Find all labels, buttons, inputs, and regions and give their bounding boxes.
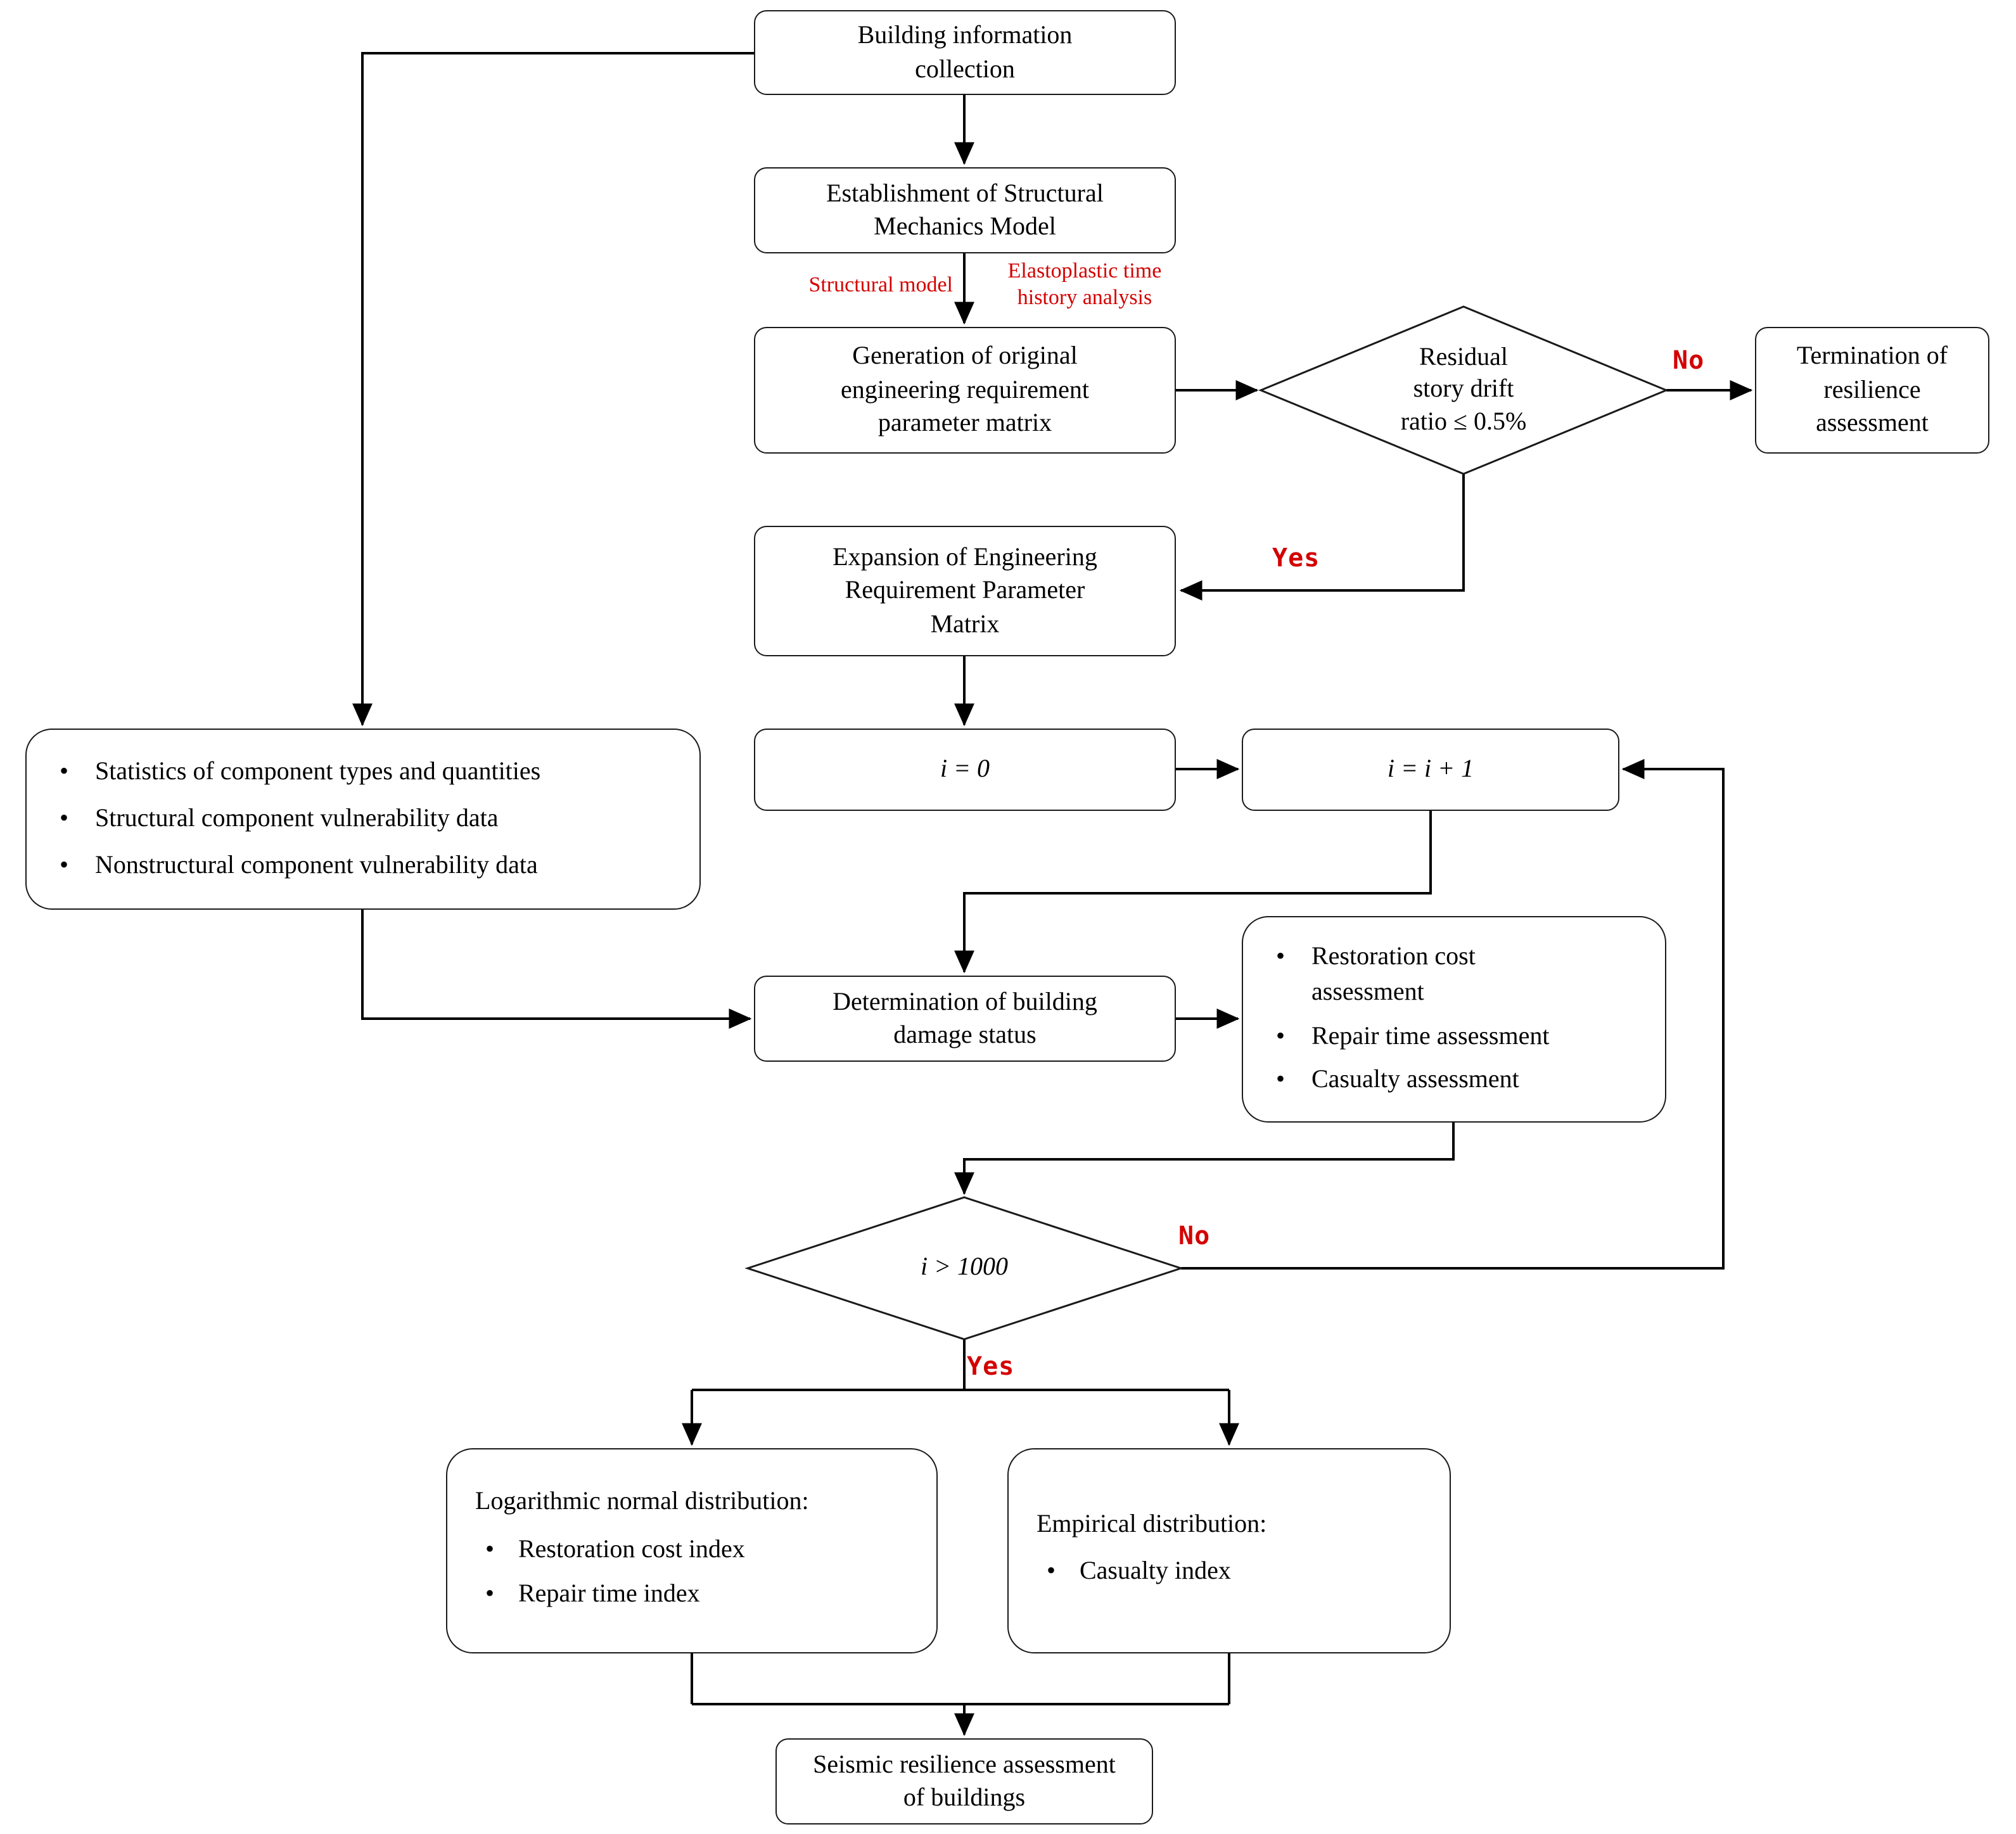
connector-info-to-components xyxy=(362,53,754,725)
node-assessments xyxy=(1242,916,1666,1123)
node-generation-parameter-matrix-label: Generation of original engineering requirement parameter matrix xyxy=(840,342,1090,438)
node-damage-status-label: Determination of building damage status xyxy=(833,988,1097,1049)
edge-label-elastoplastic: Elastoplastic time history analysis xyxy=(1007,258,1162,310)
edge-label-residual-no: No xyxy=(1673,345,1705,375)
connector-residual-yes-expansion xyxy=(1181,474,1464,590)
empirical-list xyxy=(1037,1550,1434,1594)
node-termination-label: Termination of resilience assessment xyxy=(1796,342,1948,438)
node-expansion-parameter-matrix-label: Expansion of Engineering Requirement Parameter Matrix xyxy=(833,543,1097,639)
node-seismic-assessment-label: Seismic resilience assessment of buildings xyxy=(813,1750,1116,1812)
node-empirical-distribution xyxy=(1007,1448,1451,1653)
component-data-item: • Structural component vulnerability data xyxy=(44,796,687,843)
edge-label-iteration-no: No xyxy=(1178,1220,1211,1251)
assessment-item: • Repair time assessment xyxy=(1261,1019,1665,1054)
component-data-item: • Nonstructural component vulnerability data xyxy=(44,843,687,889)
assessment-item: • Casualty assessment xyxy=(1261,1063,1665,1098)
lognormal-list xyxy=(475,1527,921,1616)
node-i-increment-label: i = i + 1 xyxy=(1387,755,1474,784)
node-i-init-label: i = 0 xyxy=(940,755,990,784)
node-i-init xyxy=(754,729,1176,811)
node-building-info xyxy=(754,10,1176,95)
node-building-info-label: Building information collection xyxy=(857,22,1073,83)
connector-assessments-to-iteration xyxy=(964,1123,1453,1194)
component-data-list xyxy=(44,749,687,889)
empirical-title: Empirical distribution: xyxy=(1037,1510,1267,1538)
decision-residual-drift-text: Residual story drift ratio ≤ 0.5% xyxy=(1400,343,1527,436)
component-data-item: • Statistics of component types and quantities xyxy=(44,749,687,796)
node-damage-status xyxy=(754,976,1176,1062)
node-i-increment xyxy=(1242,729,1619,811)
connector-components-to-damage xyxy=(362,910,750,1019)
node-structural-mechanics-model-label: Establishment of Structural Mechanics Model xyxy=(826,179,1104,241)
assessment-item: • Restoration cost assessment xyxy=(1261,941,1665,1010)
lognormal-item: • Repair time index xyxy=(475,1572,921,1616)
node-seismic-assessment xyxy=(775,1738,1153,1824)
assessments-list xyxy=(1261,932,1665,1107)
node-component-data xyxy=(25,729,701,910)
node-generation-parameter-matrix xyxy=(754,327,1176,454)
decision-residual-drift-label xyxy=(1393,327,1534,454)
edge-label-iteration-yes: Yes xyxy=(967,1351,1015,1381)
lognormal-title: Logarithmic normal distribution: xyxy=(475,1487,809,1516)
empirical-item: • Casualty index xyxy=(1037,1550,1434,1594)
decision-iteration-count-label xyxy=(869,1235,1059,1301)
decision-iteration-count-text: i > 1000 xyxy=(920,1253,1009,1282)
node-lognormal-distribution xyxy=(446,1448,938,1653)
edge-label-structural-model: Structural model xyxy=(808,272,953,296)
node-structural-mechanics-model xyxy=(754,167,1176,253)
edge-label-residual-yes: Yes xyxy=(1272,542,1320,573)
node-expansion-parameter-matrix xyxy=(754,526,1176,656)
node-termination xyxy=(1755,327,1989,454)
lognormal-item: • Restoration cost index xyxy=(475,1527,921,1572)
